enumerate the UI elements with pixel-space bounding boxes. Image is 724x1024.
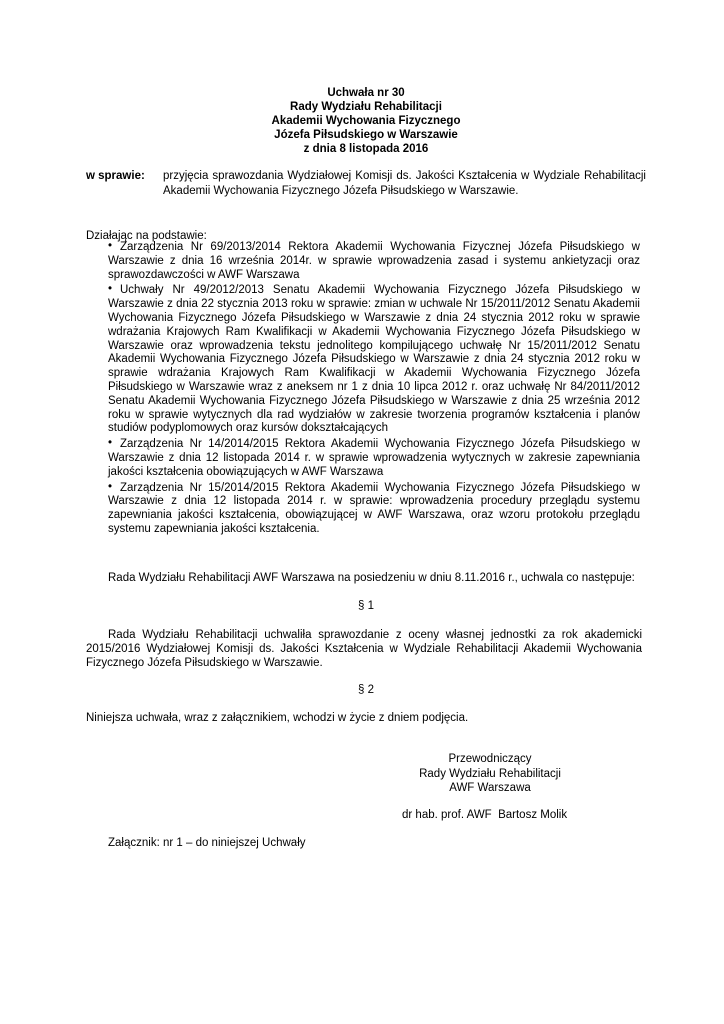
list-item-text: Uchwały Nr 49/2012/2013 Senatu Akademii Wychowania Fizycznego Józefa Piłsudskiego w Warszawie z dnia 22 stycznia 2013 roku w sprawie: zmian w uchwale Nr 15/2011/2012 Senatu Akademii Wychowania Fizycznego Józefa Piłsudskiego w Warszawie z dnia 24 stycznia 2012 roku w sprawie wdrażania Krajowych Ram Kwalifikacji w Akademii Wychowania Fizycznego Józefa Piłsudskiego w Warszawie oraz wprowadzenia tekstu jednolitego kompilującego uchwałę Nr 15/2011/2012 Senatu Akademii Wychowania Fizycznego Józefa Piłsudskiego w Warszawie z dnia 24 stycznia 2012 roku w sprawie wdrażania Krajowych Ram Kwalifikacji w Akademii Wychowania Fizycznego Józefa Piłsudskiego w Warszawie wraz z aneksem nr 1 z dnia 10 lipca 2012 r. oraz uchwałę Nr 84/2011/2012 Senatu Akademii Wychowania Fizycznego Józefa Piłsudskiego w Warszawie z dnia 25 września 2012 roku w sprawie wytycznych dla rad wydziałów w zakresie tworzenia programów kształcenia i planów studiów podyplomowych oraz kursów dokształcających [108,284,640,435]
section-1-text: Rada Wydziału Rehabilitacji uchwaliła sprawozdanie z oceny własnej jednostki za rok akademicki 2015/2016 Wydziałowej Komisji ds. Jakości Kształcenia w Wydziale Rehabilitacji Akademii Wychowania Fizycznego Józefa Piłsudskiego w Warszawie. [86,629,642,669]
signature-role: Przewodniczący [448,753,532,765]
title-line: Uchwała nr 30 [327,87,405,99]
signature-block [380,752,600,796]
title-line: Józefa Piłsudskiego w Warszawie [274,129,458,141]
subject-label: w sprawie: [86,170,145,182]
bullet-icon: • [108,240,113,252]
document-title [86,86,646,156]
list-item [108,284,640,436]
subject-text: przyjęcia sprawozdania Wydziałowej Komisji ds. Jakości Kształcenia w Wydziale Rehabilitacji Akademii Wychowania Fizycznego Józefa Piłsudskiego w Warszawie. [163,170,646,197]
list-item-text: Zarządzenia Nr 14/2014/2015 Rektora Akademii Wychowania Fizycznego Józefa Piłsudskiego w Warszawie z dnia 12 listopada 2014 r. w sprawie wprowadzenia wytycznych w zakresie zapewniania jakości kształcenia obowiązujących w AWF Warszawa [108,438,640,478]
signature-org: AWF Warszawa [449,782,531,794]
section-1-heading: § 1 [358,600,374,612]
title-line: z dnia 8 listopada 2016 [303,143,429,155]
section-2-heading: § 2 [358,684,374,696]
section-2-text: Niniejsza uchwała, wraz z załącznikiem, wchodzi w życie z dniem podjęcia. [86,712,469,724]
bullet-icon: • [108,437,113,450]
basis-intro: Działając na podstawie: [86,230,207,242]
signature-name: dr hab. prof. AWF Bartosz Molik [402,809,568,821]
resolution-intro: Rada Wydziału Rehabilitacji AWF Warszawa na posiedzeniu w dniu 8.11.2016 r., uchwala co następuje: [108,572,635,584]
list-item-text: Zarządzenia Nr 15/2014/2015 Rektora Akademii Wychowania Fizycznego Józefa Piłsudskiego w Warszawie z dnia 12 listopada 2014 r. w sprawie: wprowadzenia procedury przeglądu systemu zapewniania jakości kształcenia, obowiązującej w AWF Warszawa, oraz wzoru protokołu przeglądu systemu zapewniania jakości kształcenia. [108,481,640,535]
title-line: Akademii Wychowania Fizycznego [271,115,461,127]
list-item [108,438,640,479]
signature-body: Rady Wydziału Rehabilitacji [419,767,561,780]
basis-list [108,241,640,539]
bullet-icon: • [108,283,113,296]
list-item [108,241,640,282]
title-line: Rady Wydziału Rehabilitacji [290,101,442,113]
subject-block [86,169,646,199]
attachment-note: Załącznik: nr 1 – do niniejszej Uchwały [108,837,306,849]
list-item [108,482,640,537]
bullet-icon: • [108,480,113,493]
list-item-text: Zarządzenia Nr 69/2013/2014 Rektora Akademii Wychowania Fizycznej Józefa Piłsudskiego w Warszawie z dnia 16 września 2014r. w sprawie wprowadzenia zasad i systemu ankietyzacji oraz sprawozdawczości w AWF Warszawa [108,241,640,281]
